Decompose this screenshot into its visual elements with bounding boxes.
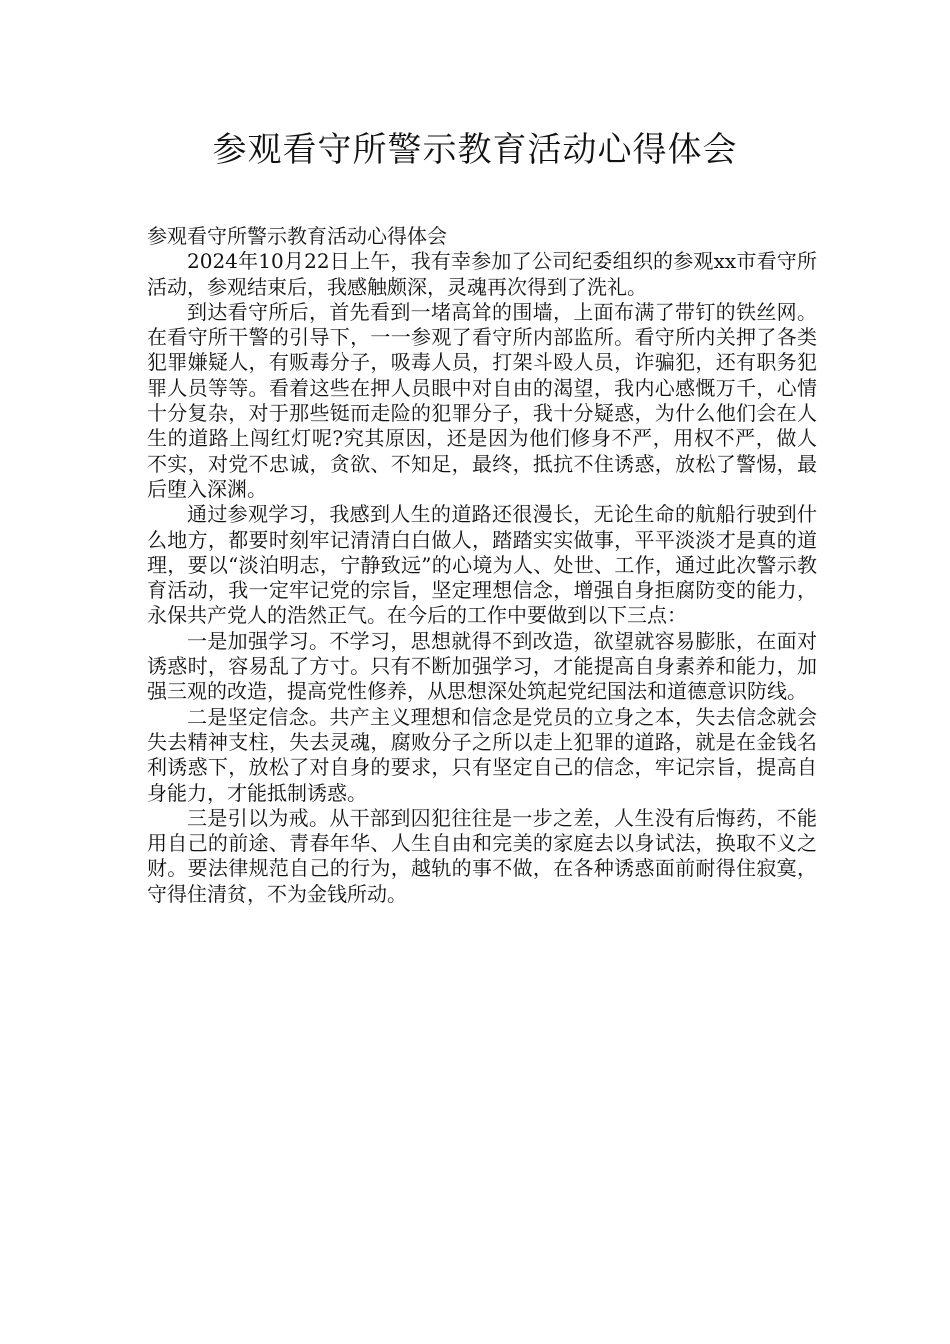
paragraph-intro: 2024年10月22日上午，我有幸参加了公司纪委组织的参观xx市看守所活动，参观结束后，我感触颇深，灵魂再次得到了洗礼。: [147, 249, 817, 299]
paragraph-visit: 到达看守所后，首先看到一堵高耸的围墙，上面布满了带钉的铁丝网。在看守所干警的引导下，一一参观了看守所内部监所。看守所内关押了各类犯罪嫌疑人，有贩毒分子，吸毒人员，打架斗殴人员，诈骗犯，还有职务犯罪人员等等。看着这些在押人员眼中对自由的渴望，我内心感慨万千，心情十分复杂，对于那些铤而走险的犯罪分子，我十分疑惑，为什么他们会在人生的道路上闯红灯呢?究其原因，还是因为他们修身不严，用权不严，做人不实，对党不忠诚，贪欲、不知足，最终，抵抗不住诱惑，放松了警惕，最后堕入深渊。: [147, 299, 817, 501]
document-body: [147, 224, 817, 907]
paragraph-reflection: 通过参观学习，我感到人生的道路还很漫长，无论生命的航船行驶到什么地方，都要时刻牢记清清白白做人，踏踏实实做事，平平淡淡才是真的道理，要以“淡泊明志，宁静致远”的心境为人、处世、工作，通过此次警示教育活动，我一定牢记党的宗旨，坚定理想信念，增强自身拒腐防变的能力，永保共产党人的浩然正气。在今后的工作中要做到以下三点：: [147, 502, 817, 628]
paragraph-point-two: 二是坚定信念。共产主义理想和信念是党员的立身之本，失去信念就会失去精神支柱，失去灵魂，腐败分子之所以走上犯罪的道路，就是在金钱名利诱惑下，放松了对自身的要求，只有坚定自己的信念，牢记宗旨，提高自身能力，才能抵制诱惑。: [147, 704, 817, 805]
body-heading: 参观看守所警示教育活动心得体会: [147, 224, 447, 248]
document-title: 参观看守所警示教育活动心得体会: [212, 130, 738, 170]
paragraph-point-one: 一是加强学习。不学习，思想就得不到改造，欲望就容易膨胀，在面对诱惑时，容易乱了方寸。只有不断加强学习，才能提高自身素养和能力，加强三观的改造，提高党性修养，从思想深处筑起党纪国法和道德意识防线。: [147, 628, 817, 704]
paragraph-point-three: 三是引以为戒。从干部到囚犯往往是一步之差，人生没有后悔药，不能用自己的前途、青春年华、人生自由和完美的家庭去以身试法，换取不义之财。要法律规范自己的行为，越轨的事不做，在各种诱惑面前耐得住寂寞，守得住清贫，不为金钱所动。: [147, 805, 817, 906]
